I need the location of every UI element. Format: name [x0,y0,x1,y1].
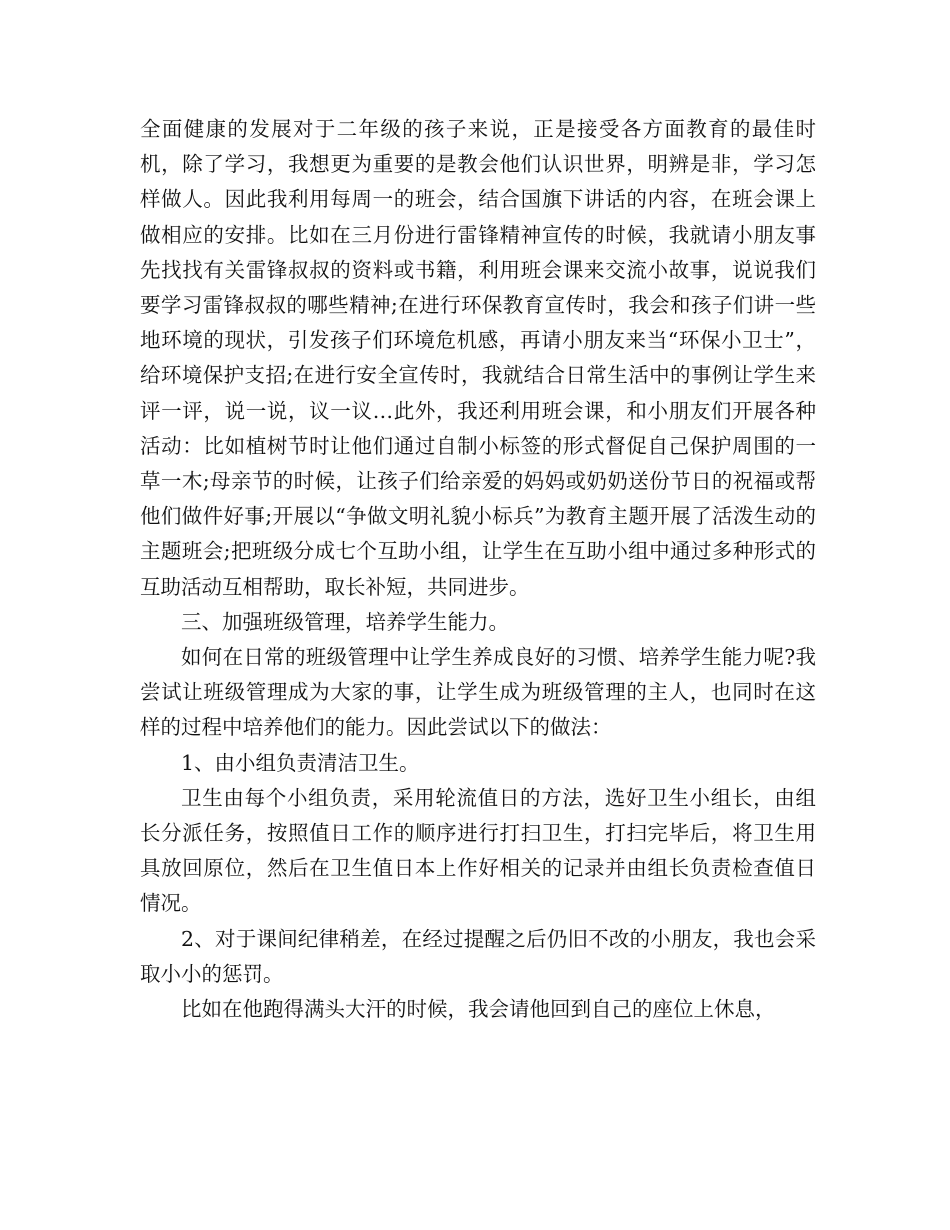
paragraph-discipline-example: 比如在他跑得满头大汗的时候，我会请他回到自己的座位上休息， [181,997,776,1022]
paragraph-management-intro: 如何在日常的班级管理中让学生养成良好的习惯、培养学生能力呢?我尝试让班级管理成为大家的事，让学生成为班级管理的主人，也同时在这样的过程中培养他们的能力。因此尝试以下的做法： [140,645,816,740]
paragraph-class-meeting-education: 全面健康的发展对于二年级的孩子来说，正是接受各方面教育的最佳时机，除了学习，我想更为重要的是教会他们认识世界，明辨是非，学习怎样做人。因此我利用每周一的班会，结合国旗下讲话的内容，在班会课上做相应的安排。比如在三月份进行雷锋精神宣传的时候，我就请小朋友事先找找有关雷锋叔叔的资料或书籍，利用班会课来交流小故事，说说我们要学习雷锋叔叔的哪些精神;在进行环保教育宣传时，我会和孩子们讲一些地环境的现状，引发孩子们环境危机感，再请小朋友来当“环保小卫士”，给环境保护支招;在进行安全宣传时，我就结合日常生活中的事例让学生来评一评，说一说，议一议…此外，我还利用班会课，和小朋友们开展各种活动：比如植树节时让他们通过自制小标签的形式督促自己保护周围的一草一木;母亲节的时候，让孩子们给亲爱的妈妈或奶奶送份节日的祝福或帮他们做件好事;开展以“争做文明礼貌小标兵”为教育主题开展了活泼生动的主题班会;把班级分成七个互助小组，让学生在互助小组中通过多种形式的互助活动互相帮助，取长补短，共同进步。 [140,117,816,599]
document-page [140,112,816,1027]
item-heading-discipline: 2、对于课间纪律稍差，在经过提醒之后仍旧不改的小朋友，我也会采取小小的惩罚。 [140,926,816,986]
paragraph-group-cleaning: 卫生由每个小组负责，采用轮流值日的方法，选好卫生小组长，由组长分派任务，按照值日工作的顺序进行打扫卫生，打扫完毕后，将卫生用具放回原位，然后在卫生值日本上作好相关的记录并由组长负责检查值日情况。 [140,785,816,916]
item-heading-group-cleaning: 1、由小组负责清洁卫生。 [181,750,420,775]
section-heading-class-management: 三、加强班级管理，培养学生能力。 [181,609,509,634]
